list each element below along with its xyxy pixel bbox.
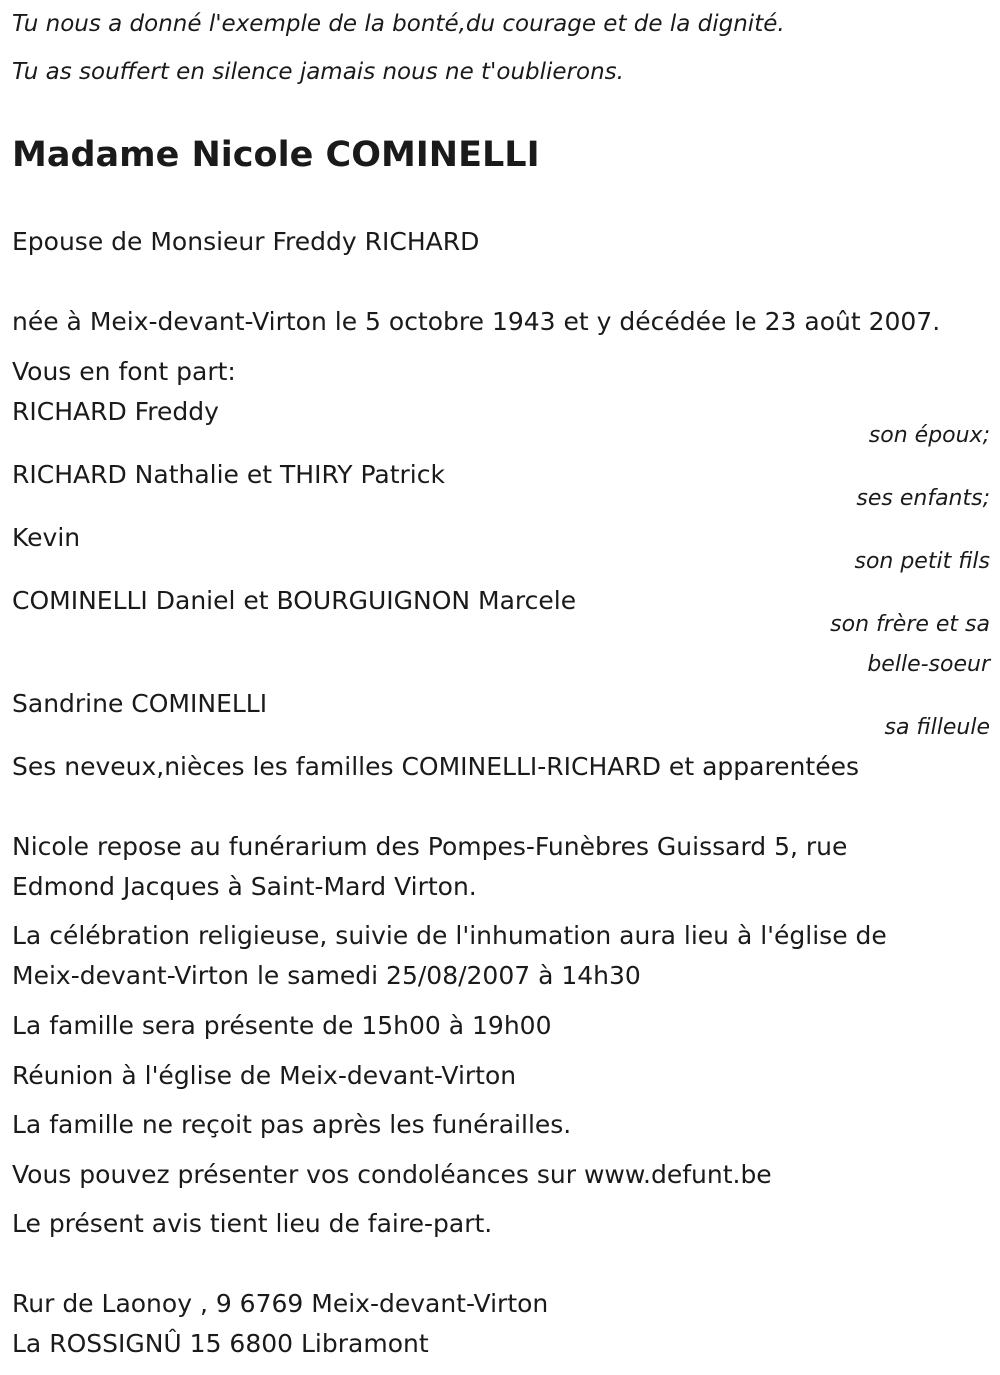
family-member-name: RICHARD Freddy [12, 397, 219, 426]
family-member-name: COMINELLI Daniel et BOURGUIGNON Marcele [12, 586, 577, 615]
announcement-intro: Vous en font part: [12, 357, 236, 386]
family-member-relation-line-1: son frère et sa [830, 612, 990, 637]
ceremony-line-1: La célébration religieuse, suivie de l'inhumation aura lieu à l'église de [12, 921, 887, 950]
family-member-relation: son petit fils [854, 549, 990, 574]
address-line-2: La ROSSIGNÛ 15 6800 Libramont [12, 1329, 429, 1358]
family-member-relation: sa filleule [884, 715, 990, 740]
family-presence-line: La famille sera présente de 15h00 à 19h00 [12, 1011, 552, 1040]
deceased-name: Madame Nicole COMINELLI [12, 135, 540, 175]
birth-death-line: née à Meix-devant-Virton le 5 octobre 1943 et y décédée le 23 août 2007. [12, 307, 941, 336]
family-member-name: RICHARD Nathalie et THIRY Patrick [12, 460, 445, 489]
family-member-relation: ses enfants; [856, 486, 990, 511]
rest-place-line-1: Nicole repose au funérarium des Pompes-Funèbres Guissard 5, rue [12, 832, 848, 861]
quote-line-2: Tu as souffert en silence jamais nous ne t'oublierons. [12, 59, 624, 85]
family-member-name: Kevin [12, 523, 81, 552]
extended-family-line: Ses neveux,nièces les familles COMINELLI-RICHARD et apparentées [12, 752, 859, 781]
ceremony-line-2: Meix-devant-Virton le samedi 25/08/2007 à 14h30 [12, 961, 641, 990]
quote-line-1: Tu nous a donné l'exemple de la bonté,du courage et de la dignité. [12, 11, 785, 37]
spouse-line: Epouse de Monsieur Freddy RICHARD [12, 227, 480, 256]
rest-place-line-2: Edmond Jacques à Saint-Mard Virton. [12, 872, 477, 901]
notice-line: Le présent avis tient lieu de faire-part. [12, 1209, 493, 1238]
family-member-relation-line-2: belle-soeur [867, 652, 990, 677]
family-member-name: Sandrine COMINELLI [12, 689, 268, 718]
address-line-1: Rur de Laonoy , 9 6769 Meix-devant-Virton [12, 1289, 549, 1318]
meeting-place-line: Réunion à l'église de Meix-devant-Virton [12, 1061, 517, 1090]
family-member-relation: son époux; [868, 423, 990, 448]
condolences-line: Vous pouvez présenter vos condoléances sur www.defunt.be [12, 1160, 772, 1189]
no-reception-line: La famille ne reçoit pas après les funérailles. [12, 1110, 572, 1139]
